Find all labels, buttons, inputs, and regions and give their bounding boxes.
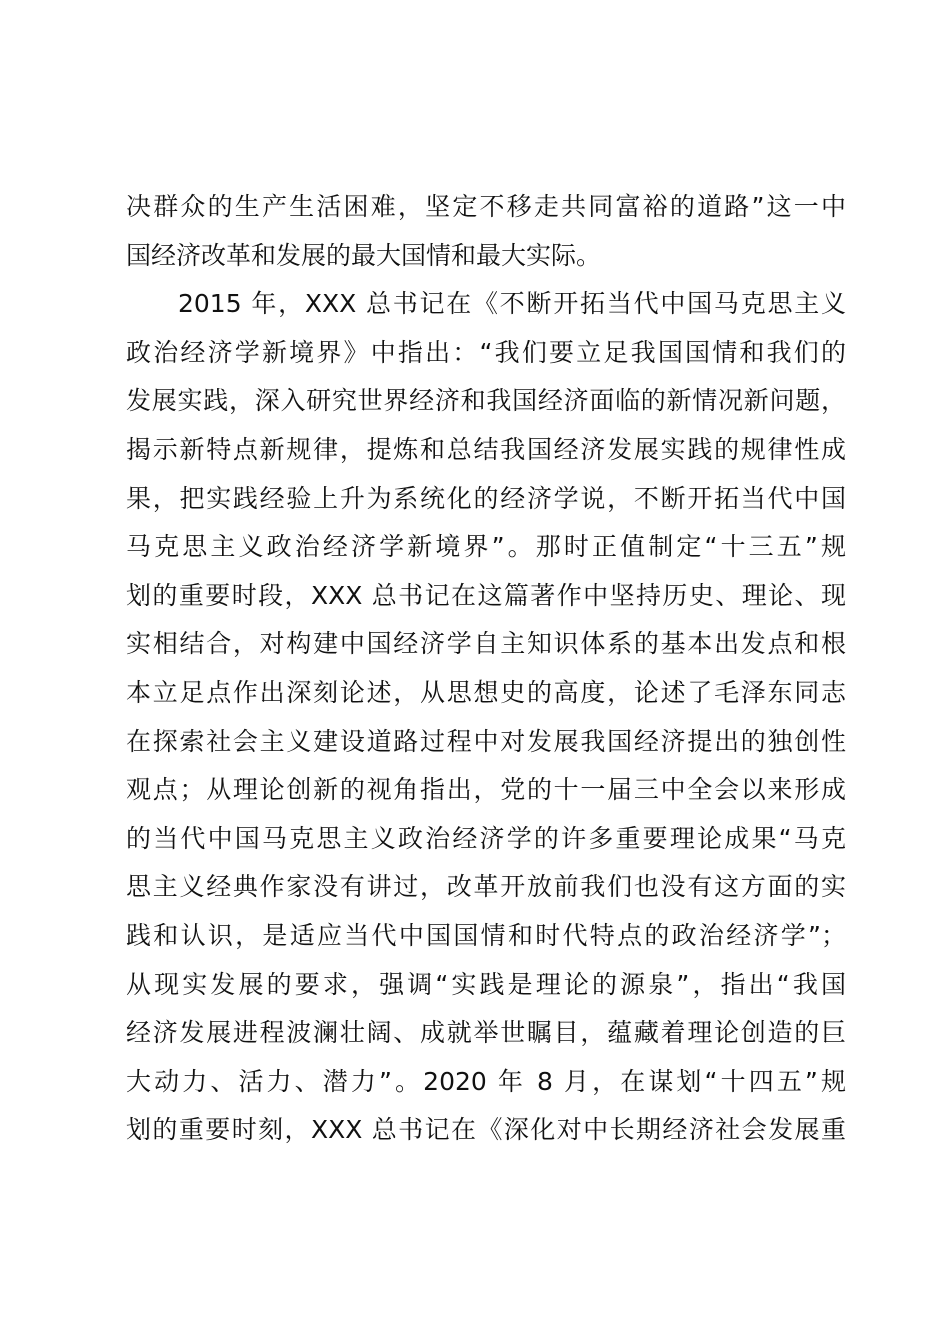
text-line: 揭示新特点新规律，提炼和总结我国经济发展实践的规律性成 — [126, 434, 846, 464]
body-text — [126, 183, 846, 1155]
text-line: 决群众的生产生活困难，坚定不移走共同富裕的道路”这一中 — [126, 192, 846, 221]
text-line: 果，把实践经验上升为系统化的经济学说，不断开拓当代中国 — [126, 483, 846, 513]
text-line: 国经济改革和发展的最大国情和最大实际。 — [126, 240, 602, 270]
text-line: 马克思主义政治经济学新境界”。那时正值制定“十三五”规 — [126, 532, 846, 562]
text-line: 的当代中国马克思主义政治经济学的许多重要理论成果“马克 — [126, 823, 846, 853]
text-line: 经济发展进程波澜壮阔、成就举世瞩目，蕴藏着理论创造的巨 — [126, 1018, 846, 1048]
text-line: 大动力、活力、潜力”。2020 年 8 月，在谋划“十四五”规 — [126, 1066, 846, 1096]
text-line: 践和认识，是适应当代中国国情和时代特点的政治经济学”； — [126, 920, 846, 950]
text-line: 观点；从理论创新的视角指出，党的十一届三中全会以来形成 — [126, 775, 846, 805]
text-line: 本立足点作出深刻论述，从思想史的高度，论述了毛泽东同志 — [126, 677, 846, 707]
text-line: 实相结合，对构建中国经济学自主知识体系的基本出发点和根 — [126, 629, 846, 659]
text-line: 发展实践，深入研究世界经济和我国经济面临的新情况新问题， — [126, 386, 846, 416]
text-line: 思主义经典作家没有讲过，改革开放前我们也没有这方面的实 — [126, 872, 846, 902]
text-line: 从现实发展的要求，强调“实践是理论的源泉”，指出“我国 — [126, 969, 846, 999]
text-line: 政治经济学新境界》中指出：“我们要立足我国国情和我们的 — [126, 337, 846, 367]
text-line: 划的重要时刻，XXX 总书记在《深化对中长期经济社会发展重 — [126, 1115, 846, 1145]
text-line: 在探索社会主义建设道路过程中对发展我国经济提出的独创性 — [126, 726, 846, 756]
text-line-paragraph-start: 2015 年，XXX 总书记在《不断开拓当代中国马克思主义 — [178, 289, 846, 319]
text-line: 划的重要时段，XXX 总书记在这篇著作中坚持历史、理论、现 — [126, 580, 846, 610]
